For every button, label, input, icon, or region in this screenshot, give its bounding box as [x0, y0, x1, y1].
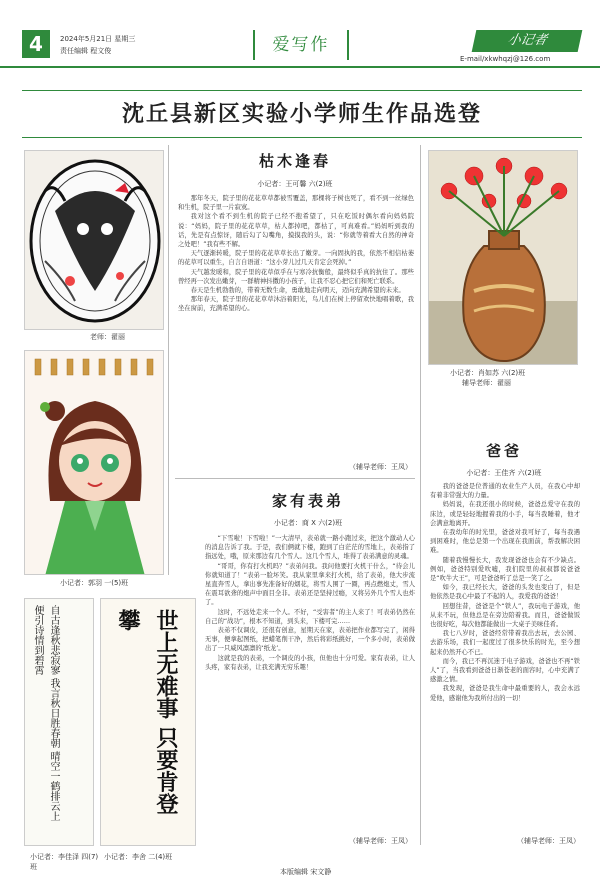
article-2-title: 家有表弟	[271, 492, 344, 510]
article-3-paragraph: 回想往昔，爸爸是个“铁人”，我玩电子游戏，他从来不玩，但他总是在旁边陪着我。而且，爸爸做饭也很好吃，每次他都能做出一大桌子美味佳肴。	[430, 602, 580, 629]
contact-email: E-mail/xkwhqzj@126.com	[460, 55, 551, 63]
title-bar	[22, 90, 582, 138]
article-1-paragraph: 天气逐渐转暖，院子里的花花草草长出了嫩芽。一向固执的我，依然不相信枯萎的花草可以重生，自言自语道：“这小芽儿过几天肯定会死掉。”	[178, 250, 414, 267]
article-3-paragraph: 我七八岁时，爸爸经常带着我出去玩，去公园、去游乐场，我们一起度过了很多快乐的时光，至今想起来仍然开心不已。	[430, 630, 580, 656]
caption-vase-advisor: 辅导老师：翟丽	[462, 379, 511, 387]
main-title: 沈丘县新区实验小学师生作品选登	[121, 102, 482, 127]
artwork-calligraphy-motto	[100, 598, 196, 846]
section-title: 爱写作	[253, 30, 349, 60]
article-2-paragraph: “下雪啦！下雪啦！”一大清早，表弟就一路小跑过来，把这个激动人心的消息告诉了我。于是，我们俩就下楼，跑到了白茫茫的雪地上，表弟指了指远处，哦，原来那边有几个雪人。这几个雪人，堆得了表弟满意的灵魂。	[205, 535, 415, 561]
article-divider	[175, 478, 415, 479]
caption-calligraphy-1: 小记者：李佳泽 四(7)班	[30, 853, 99, 871]
article-3-paragraph: 我的爸爸是位普通的农业生产人员，在我心中却有着非常强大的力量。	[430, 483, 580, 500]
article-1-paragraph: 那年春天，院子里的花花草草沐浴着阳光，鸟儿们在树上停留欢快地唱着歌，我坐在窗前，充满希望的心。	[178, 296, 414, 313]
article-1-paragraph: 那年冬天，院子里的花花草草都被雪覆盖，那棵将子树也死了，看不到一丝绿色和生机，院子里一片寂寞。	[178, 195, 414, 212]
article-1-paragraph: 我对这个看不到生机的院子已经不抱希望了，只在吃饭时偶尔看向妈妈院说：“妈妈，院子里的花花草草，枯人都掉吧，都枯了，可真难看。”妈妈听到我的话，先是有点惊讶，随后勾了勾嘴角，摸摸我的头，说：“你就等着看大自然的神奇之处吧！”我有些不解。	[178, 213, 414, 249]
page-footer: 本版编辑 宋文静	[280, 868, 332, 876]
artwork-plate-drawing	[24, 150, 164, 330]
article-3-title: 爸爸	[485, 442, 522, 460]
caption-vase: 小记者：肖如苏 六(2)班	[450, 369, 526, 377]
article-3-paragraph: 我发现，爸爸是我生命中最重要的人，我会永远爱他，感谢他为我所付出的一切！	[430, 685, 580, 702]
brand-logo: 小记者	[472, 30, 583, 52]
article-3-paragraph: 在我幼年的时光里，爸爸对我可好了，每当我遇到困难时，他总是第一个出现在我面前，帮我解决困难。	[430, 529, 580, 555]
article-2-paragraph: 这时，不远处走来一个人。不好，“受害者”的主人来了！可表弟仍然在自己的“战功”，根本不知道，到头来，下楼可完……	[205, 608, 415, 625]
article-3-paragraph: 随着我慢慢长大，我发现爸爸也会有不少缺点。例如，爸爸特别爱吹嘘，我们院里的叔叔都说爸爸是“吹牛大王”，可是爸爸听了总是一笑了之。	[430, 556, 580, 583]
caption-calligraphy-2: 小记者：李舍 二(4)班	[104, 853, 173, 861]
issue-date: 2024年5月21日 星期三	[60, 35, 136, 43]
article-2-advisor: （辅导老师：王凤）	[349, 837, 412, 845]
column-divider-right	[420, 145, 421, 845]
article-1-advisor: （辅导老师：王凤）	[349, 463, 412, 471]
article-2-body	[205, 534, 415, 834]
article-3-body	[430, 482, 580, 832]
article-2-byline: 小记者：商 X 六(2)班	[273, 519, 343, 527]
article-1-byline: 小记者：王可馨 六(2)班	[257, 180, 333, 188]
article-3-advisor: （辅导老师：王凤）	[517, 837, 580, 845]
article-1-paragraph: 天气越发暖和，院子里的花草似乎在与寒冷抗衡般，最终似乎真的抗住了。那些曾经再一次发出嫩芽，一群精神抖擞的小孩子，让我不忍心把它们和死亡联系。	[178, 268, 414, 285]
header-editor: 责任编辑 程文俊	[60, 47, 112, 55]
article-1-body	[178, 194, 414, 456]
article-3-paragraph: 妈妈说，在我还很小的时候，爸爸总爱守在我的床边，或是轻轻地握着我的小手，每当我睡着，他才会满意地离开。	[430, 501, 580, 527]
article-3-paragraph: 而今，我已不再沉迷于电子游戏，爸爸也不再“铁人”了，当我看到爸爸日渐苍老的面容时，心中充满了感激之情。	[430, 657, 580, 684]
article-1-title: 枯木逢春	[258, 152, 331, 170]
article-1-paragraph: 春天是生机勃勃的，带着无数生命，勇敢地走向明天，迈向充满希望的未来。	[190, 287, 405, 295]
caption-girl: 小记者：郭羽 一(5)班	[60, 579, 129, 587]
page-number: 4	[22, 30, 50, 58]
artwork-calligraphy-poem	[24, 598, 94, 846]
caption-plate: 老师：翟丽	[90, 333, 125, 341]
calligraphy-poem-text: 自古逢秋悲寂寥 我言秋日胜春朝 晴空一鹤排云上 便引诗情到碧霄	[32, 605, 59, 822]
calligraphy-motto-text: 世上无难事 只要肯登攀	[115, 609, 179, 815]
article-2-paragraph: 这就是我的表弟，一个调皮的小孩，但他也十分可爱。家有表弟，让人头疼，家有表弟，让我充满无穷乐趣！	[205, 654, 415, 671]
page-header	[0, 0, 600, 68]
artwork-girl-illustration	[24, 350, 164, 575]
column-divider-left	[168, 145, 169, 575]
article-3-paragraph: 如今，我已经长大，爸爸的头发也变白了，但是他依然是我心中最了不起的人，我爱我的爸爸！	[430, 584, 580, 601]
article-2-paragraph: 表弟不仅调皮，还很有创意，星期天在家，表弟把作业都写完了，闲得无事，便拿起图纸，把蜡笔削干净，然后将彩纸挑好，一个多小时，表弟做出了一只威风凛凛的‘纸龙’。	[205, 627, 415, 653]
article-2-paragraph: “哥哥，你有打火机吗？”表弟问我。我问他要打火机干什么，“待会儿你就知道了！”表弟一脸坏笑。我从家里拿来打火机，给了表弟，他大步流星直奔雪人，拿出事先准备好的烟花，将雪人围了一圈，再点燃炮丈，雪人在震耳欲聋的炮声中面目全非。表弟还是坚持过瘾，又将另外几个雪人也炸了。	[205, 562, 415, 607]
artwork-vase-painting	[428, 150, 578, 365]
article-3-byline: 小记者：王佳齐 六(2)班	[466, 469, 542, 477]
